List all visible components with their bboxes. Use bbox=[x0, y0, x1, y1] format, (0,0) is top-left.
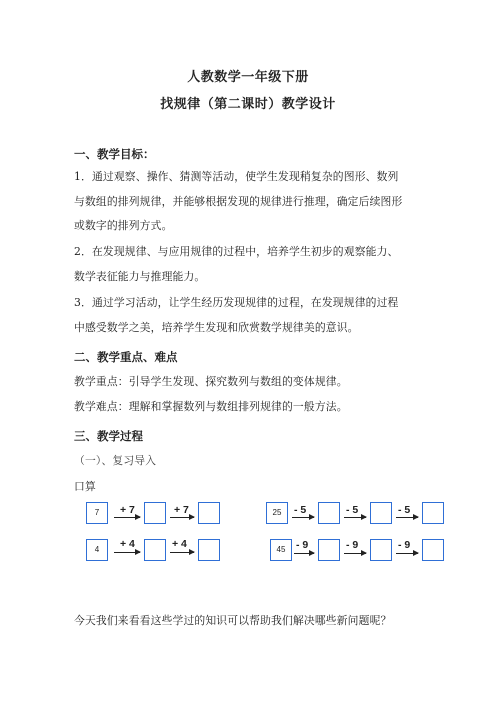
answer-box[interactable] bbox=[198, 539, 220, 561]
arrow-icon bbox=[114, 517, 140, 518]
goal-1-line-2: 与数组的排列规律，并能够根据发现的规律进行推理，确定后续图形 bbox=[74, 195, 403, 208]
section-heading-key-points: 二、教学重点、难点 bbox=[74, 350, 178, 364]
arrow-icon bbox=[344, 517, 366, 518]
arrow-icon bbox=[170, 552, 194, 553]
arrow-icon bbox=[170, 517, 194, 518]
answer-box[interactable] bbox=[144, 539, 166, 561]
sequence-add-7 bbox=[86, 500, 226, 526]
arrow-icon bbox=[396, 553, 418, 554]
difficult-point-text: 教学难点：理解和掌握数列与数组排列规律的一般方法。 bbox=[74, 400, 348, 413]
goal-1-line-3: 或数字的排列方式。 bbox=[74, 219, 173, 232]
goal-1-line-1: 1．通过观察、操作、猜测等活动，使学生发现稍复杂的图形、数列 bbox=[74, 170, 399, 183]
goal-3-line-2: 中感受数学之美，培养学生发现和欣赏数学规律美的意识。 bbox=[74, 321, 359, 334]
sequence-operator: - 9 bbox=[296, 539, 309, 551]
section-heading-process: 三、教学过程 bbox=[74, 429, 143, 443]
goal-2-line-2: 数学表征能力与推理能力。 bbox=[74, 270, 206, 283]
sequence-operator: - 5 bbox=[294, 504, 307, 516]
sequence-start-box: 4 bbox=[86, 539, 108, 561]
sequence-subtract-5 bbox=[266, 500, 446, 526]
answer-box[interactable] bbox=[144, 502, 166, 524]
arrow-icon bbox=[344, 553, 366, 554]
arrow-icon bbox=[114, 552, 140, 553]
sequence-operator: + 7 bbox=[174, 504, 189, 516]
goal-2-line-1: 2．在发现规律、与应用规律的过程中，培养学生初步的观察能力、 bbox=[74, 245, 399, 258]
sequence-start-box: 45 bbox=[270, 539, 292, 561]
sequence-operator: - 5 bbox=[398, 504, 411, 516]
answer-box[interactable] bbox=[318, 502, 340, 524]
sequence-operator: - 9 bbox=[346, 539, 359, 551]
arrow-icon bbox=[294, 553, 314, 554]
section-heading-goals: 一、教学目标： bbox=[74, 147, 155, 161]
oral-calc-label: 口算 bbox=[74, 480, 96, 493]
sequence-subtract-9 bbox=[270, 537, 446, 563]
closing-question: 今天我们来看看这些学过的知识可以帮助我们解决哪些新问题呢？ bbox=[74, 614, 392, 627]
document-title: 人教数学一年级下册 bbox=[187, 70, 309, 85]
review-subheading: （一）、复习导入 bbox=[74, 454, 157, 467]
answer-box[interactable] bbox=[422, 502, 444, 524]
answer-box[interactable] bbox=[370, 502, 392, 524]
sequence-operator: + 7 bbox=[120, 504, 135, 516]
sequence-add-4 bbox=[86, 537, 226, 563]
arrow-icon bbox=[292, 517, 314, 518]
sequence-operator: - 5 bbox=[346, 504, 359, 516]
answer-box[interactable] bbox=[198, 502, 220, 524]
sequence-operator: - 9 bbox=[398, 539, 411, 551]
sequence-start-box: 7 bbox=[86, 502, 108, 524]
goal-3-line-1: 3．通过学习活动，让学生经历发现规律的过程，在发现规律的过程 bbox=[74, 296, 399, 309]
answer-box[interactable] bbox=[370, 539, 392, 561]
arrow-icon bbox=[396, 517, 418, 518]
sequence-operator: + 4 bbox=[120, 538, 135, 550]
answer-box[interactable] bbox=[318, 539, 340, 561]
sequence-start-box: 25 bbox=[266, 502, 288, 524]
sequence-operator: + 4 bbox=[172, 538, 187, 550]
answer-box[interactable] bbox=[422, 539, 444, 561]
key-point-text: 教学重点：引导学生发现、探究数列与数组的变体规律。 bbox=[74, 375, 348, 388]
document-subtitle: 找规律（第二课时）教学设计 bbox=[160, 97, 336, 112]
